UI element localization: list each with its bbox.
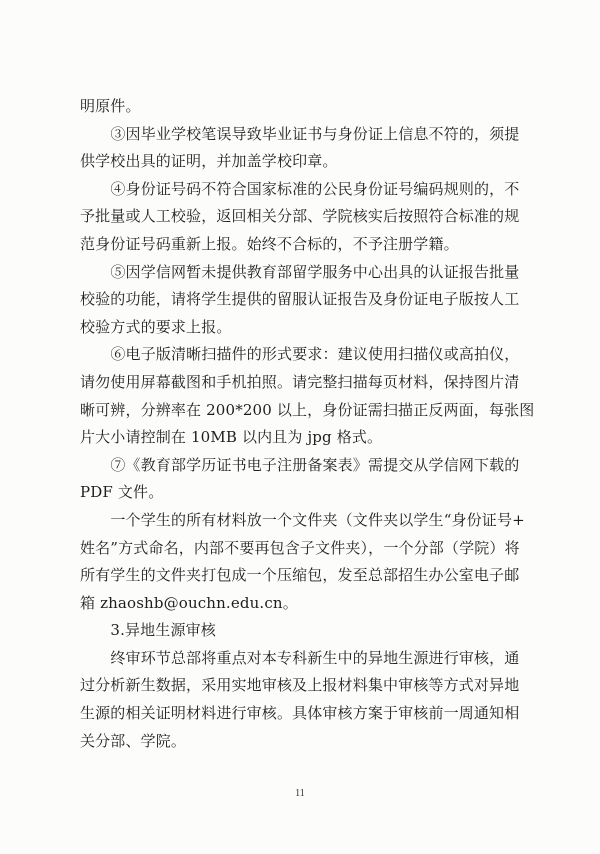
text-line: 校验方式的要求上报。 <box>80 317 232 336</box>
text-line: 关分部、学院。 <box>80 731 187 750</box>
paragraph-packaging <box>80 507 525 617</box>
text-line: 请勿使用屏幕截图和手机拍照。请完整扫描每页材料，保持图片清 <box>80 372 520 391</box>
text-line: 供学校出具的证明，并加盖学校印章。 <box>80 152 338 171</box>
paragraph-item-5 <box>80 259 525 342</box>
text-line: 范身份证号码重新上报。始终不合标的，不予注册学籍。 <box>80 234 459 253</box>
text-line: 片大小请控制在 10MB 以内且为 jpg 格式。 <box>80 428 383 447</box>
text-line: 所有学生的文件夹打包成一个压缩包，发至总部招生办公室电子邮 <box>80 566 520 585</box>
paragraph-item-4 <box>80 176 525 259</box>
text-line: 生源的相关证明材料进行审核。具体审核方案于审核前一周通知相 <box>80 704 520 723</box>
section-heading <box>80 617 525 645</box>
text-line: ⑥电子版清晰扫描件的形式要求：建议使用扫描仪或高拍仪， <box>110 345 520 364</box>
paragraph-remote-review <box>80 645 525 755</box>
paragraph-continuation <box>80 93 525 121</box>
text-line: 过分析新生数据，采用实地审核及上报材料集中审核等方式对异地 <box>80 676 520 695</box>
text-line: ④身份证号码不符合国家标准的公民身份证号编码规则的，不 <box>110 179 520 198</box>
document-body <box>80 93 535 755</box>
text-line: 校验的功能，请将学生提供的留服认证报告及身份证电子版按人工 <box>80 290 520 309</box>
text-line: 一个学生的所有材料放一个文件夹（文件夹以学生“身份证号+ <box>110 510 525 529</box>
text-line: 明原件。 <box>80 97 141 115</box>
paragraph-item-3 <box>80 121 525 176</box>
heading-line: 3.异地生源审核 <box>110 621 216 640</box>
text-line: PDF 文件。 <box>80 483 164 502</box>
text-line: 予批量或人工校验，返回相关分部、学院核实后按照符合标准的规 <box>80 207 520 226</box>
paragraph-item-6 <box>80 341 535 451</box>
text-line: 箱 zhaoshb@ouchn.edu.cn。 <box>80 593 298 612</box>
text-line: 姓名”方式命名，内部不要再包含子文件夹），一个分部（学院）将 <box>80 538 520 557</box>
paragraph-item-7 <box>80 452 525 507</box>
page-number: 11 <box>295 788 305 799</box>
text-line: ③因毕业学校笔误导致毕业证书与身份证上信息不符的，须提 <box>110 124 520 143</box>
text-line: ⑦《教育部学历证书电子注册备案表》需提交从学信网下载的 <box>110 455 520 474</box>
text-line: ⑤因学信网暂未提供教育部留学服务中心出具的认证报告批量 <box>110 262 520 281</box>
text-line: 终审环节总部将重点对本专科新生中的异地生源进行审核，通 <box>110 648 520 667</box>
text-line: 晰可辨，分辨率在 200*200 以上，身份证需扫描正反两面，每张图 <box>80 400 535 419</box>
